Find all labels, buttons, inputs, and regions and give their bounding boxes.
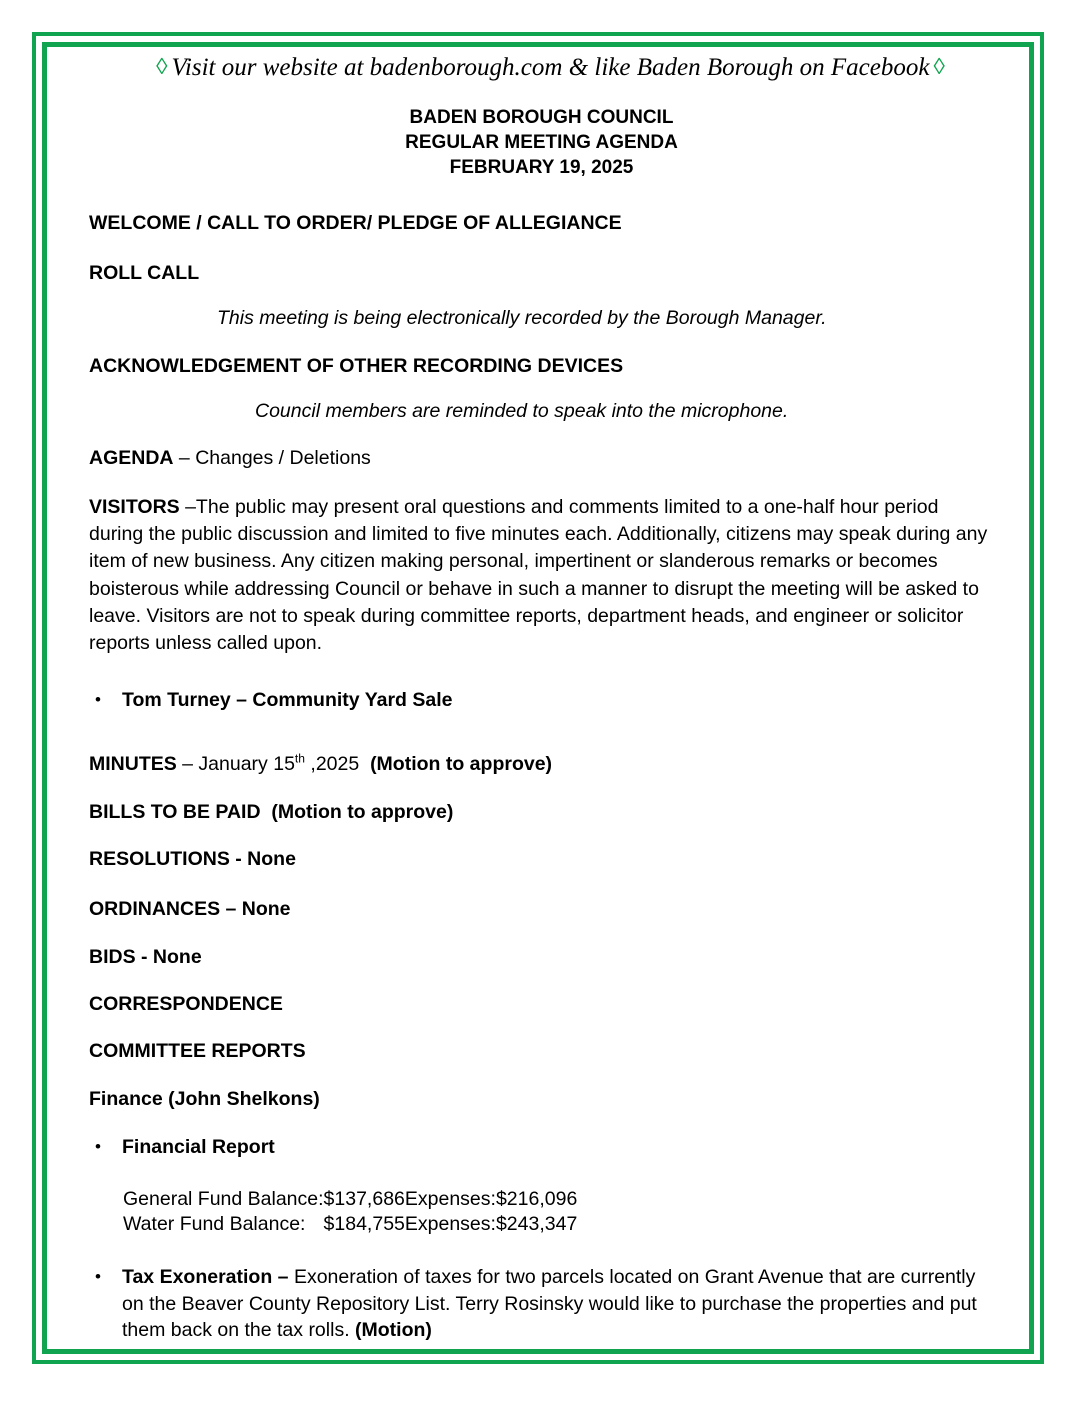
bullet-icon: • <box>95 1266 101 1286</box>
section-finance-header: Finance (John Shelkons) <box>89 1087 320 1110</box>
section-minutes-date: – January 15 <box>176 753 295 776</box>
section-welcome: WELCOME / CALL TO ORDER/ PLEDGE OF ALLEGIANCE <box>89 211 622 234</box>
section-agenda-label: AGENDA <box>89 447 174 470</box>
tax-exoneration-label: Tax Exoneration – <box>122 1265 289 1288</box>
section-bills-motion: (Motion to approve) <box>271 800 454 823</box>
table-row <box>123 1212 577 1237</box>
list-item-tax-exoneration <box>89 1264 994 1345</box>
website-banner <box>107 54 994 83</box>
section-bills-label: BILLS TO BE PAID <box>89 800 261 823</box>
section-agenda <box>89 446 994 471</box>
note-microphone: Council members are reminded to speak into the microphone. <box>255 399 789 422</box>
section-minutes <box>89 752 994 777</box>
document-content <box>89 54 994 1344</box>
section-correspondence: CORRESPONDENCE <box>89 993 283 1016</box>
section-visitors <box>89 494 994 658</box>
section-roll-call: ROLL CALL <box>89 261 200 284</box>
section-visitors-text: –The public may present oral questions and comments limited to a one-half hour period during the public discussion and limited to five minutes each. Additionally, citizens may speak during any item of new business. Any citizen making personal, impertinent or slanderous remarks or becomes boisterous while addressing Council or behave in such a manner to disrupt the meeting will be asked to leave. Visitors are not to speak during committee reports, department heads, and engineer or solicitor reports unless called upon. <box>89 495 988 655</box>
fund-label: Water Fund Balance: <box>123 1213 306 1236</box>
fund-amount: $184,755 <box>323 1213 405 1236</box>
expenses-label: Expenses: <box>404 1213 496 1236</box>
website-banner-text: Visit our website at badenborough.com & like Baden Borough on Facebook <box>171 54 930 81</box>
financial-summary-table <box>123 1187 577 1238</box>
list-item-label: Tom Turney – Community Yard Sale <box>122 689 453 712</box>
fund-amount: $137,686 <box>323 1187 405 1210</box>
tax-exoneration-motion: (Motion) <box>355 1319 432 1342</box>
list-item-label: Financial Report <box>122 1136 275 1159</box>
section-bids: BIDS - None <box>89 945 202 968</box>
section-resolutions: RESOLUTIONS - None <box>89 847 296 870</box>
tax-exoneration-text: Exoneration of taxes for two parcels located on Grant Avenue that are currently on the Beaver County Repository List. Terry Rosinsky would like to purchase the properties and put them back on the tax rolls. <box>122 1265 977 1342</box>
section-committee-reports: COMMITTEE REPORTS <box>89 1040 306 1063</box>
section-minutes-label: MINUTES <box>89 753 177 776</box>
section-visitors-label: VISITORS <box>89 495 180 518</box>
expenses-amount: $216,096 <box>495 1187 578 1210</box>
list-item-financial-report <box>89 1134 994 1161</box>
expenses-amount: $243,347 <box>495 1213 578 1236</box>
title-line-council: BADEN BOROUGH COUNCIL <box>409 106 674 128</box>
table-row <box>123 1187 577 1212</box>
diamond-icon-left: ◊ <box>156 54 168 79</box>
fund-label: General Fund Balance: <box>123 1187 324 1210</box>
list-item-visitor-speaker <box>89 687 994 714</box>
diamond-icon-right: ◊ <box>933 54 945 79</box>
note-recording: This meeting is being electronically recorded by the Borough Manager. <box>217 307 827 330</box>
list-item-body <box>122 1264 994 1345</box>
title-line-date: FEBRUARY 19, 2025 <box>449 157 634 179</box>
page-title <box>89 105 994 181</box>
section-minutes-ordinal-suffix: th <box>294 751 305 766</box>
section-agenda-rest: – Changes / Deletions <box>173 447 371 470</box>
section-acknowledgement: ACKNOWLEDGEMENT OF OTHER RECORDING DEVICES <box>89 354 624 377</box>
section-minutes-motion: (Motion to approve) <box>370 753 553 776</box>
section-minutes-year: ,2025 <box>305 753 360 776</box>
section-bills <box>89 800 994 825</box>
title-line-meeting: REGULAR MEETING AGENDA <box>405 132 678 154</box>
section-ordinances: ORDINANCES – None <box>89 898 291 921</box>
bullet-icon: • <box>95 1137 101 1157</box>
expenses-label: Expenses: <box>404 1187 496 1210</box>
bullet-icon: • <box>95 690 101 710</box>
